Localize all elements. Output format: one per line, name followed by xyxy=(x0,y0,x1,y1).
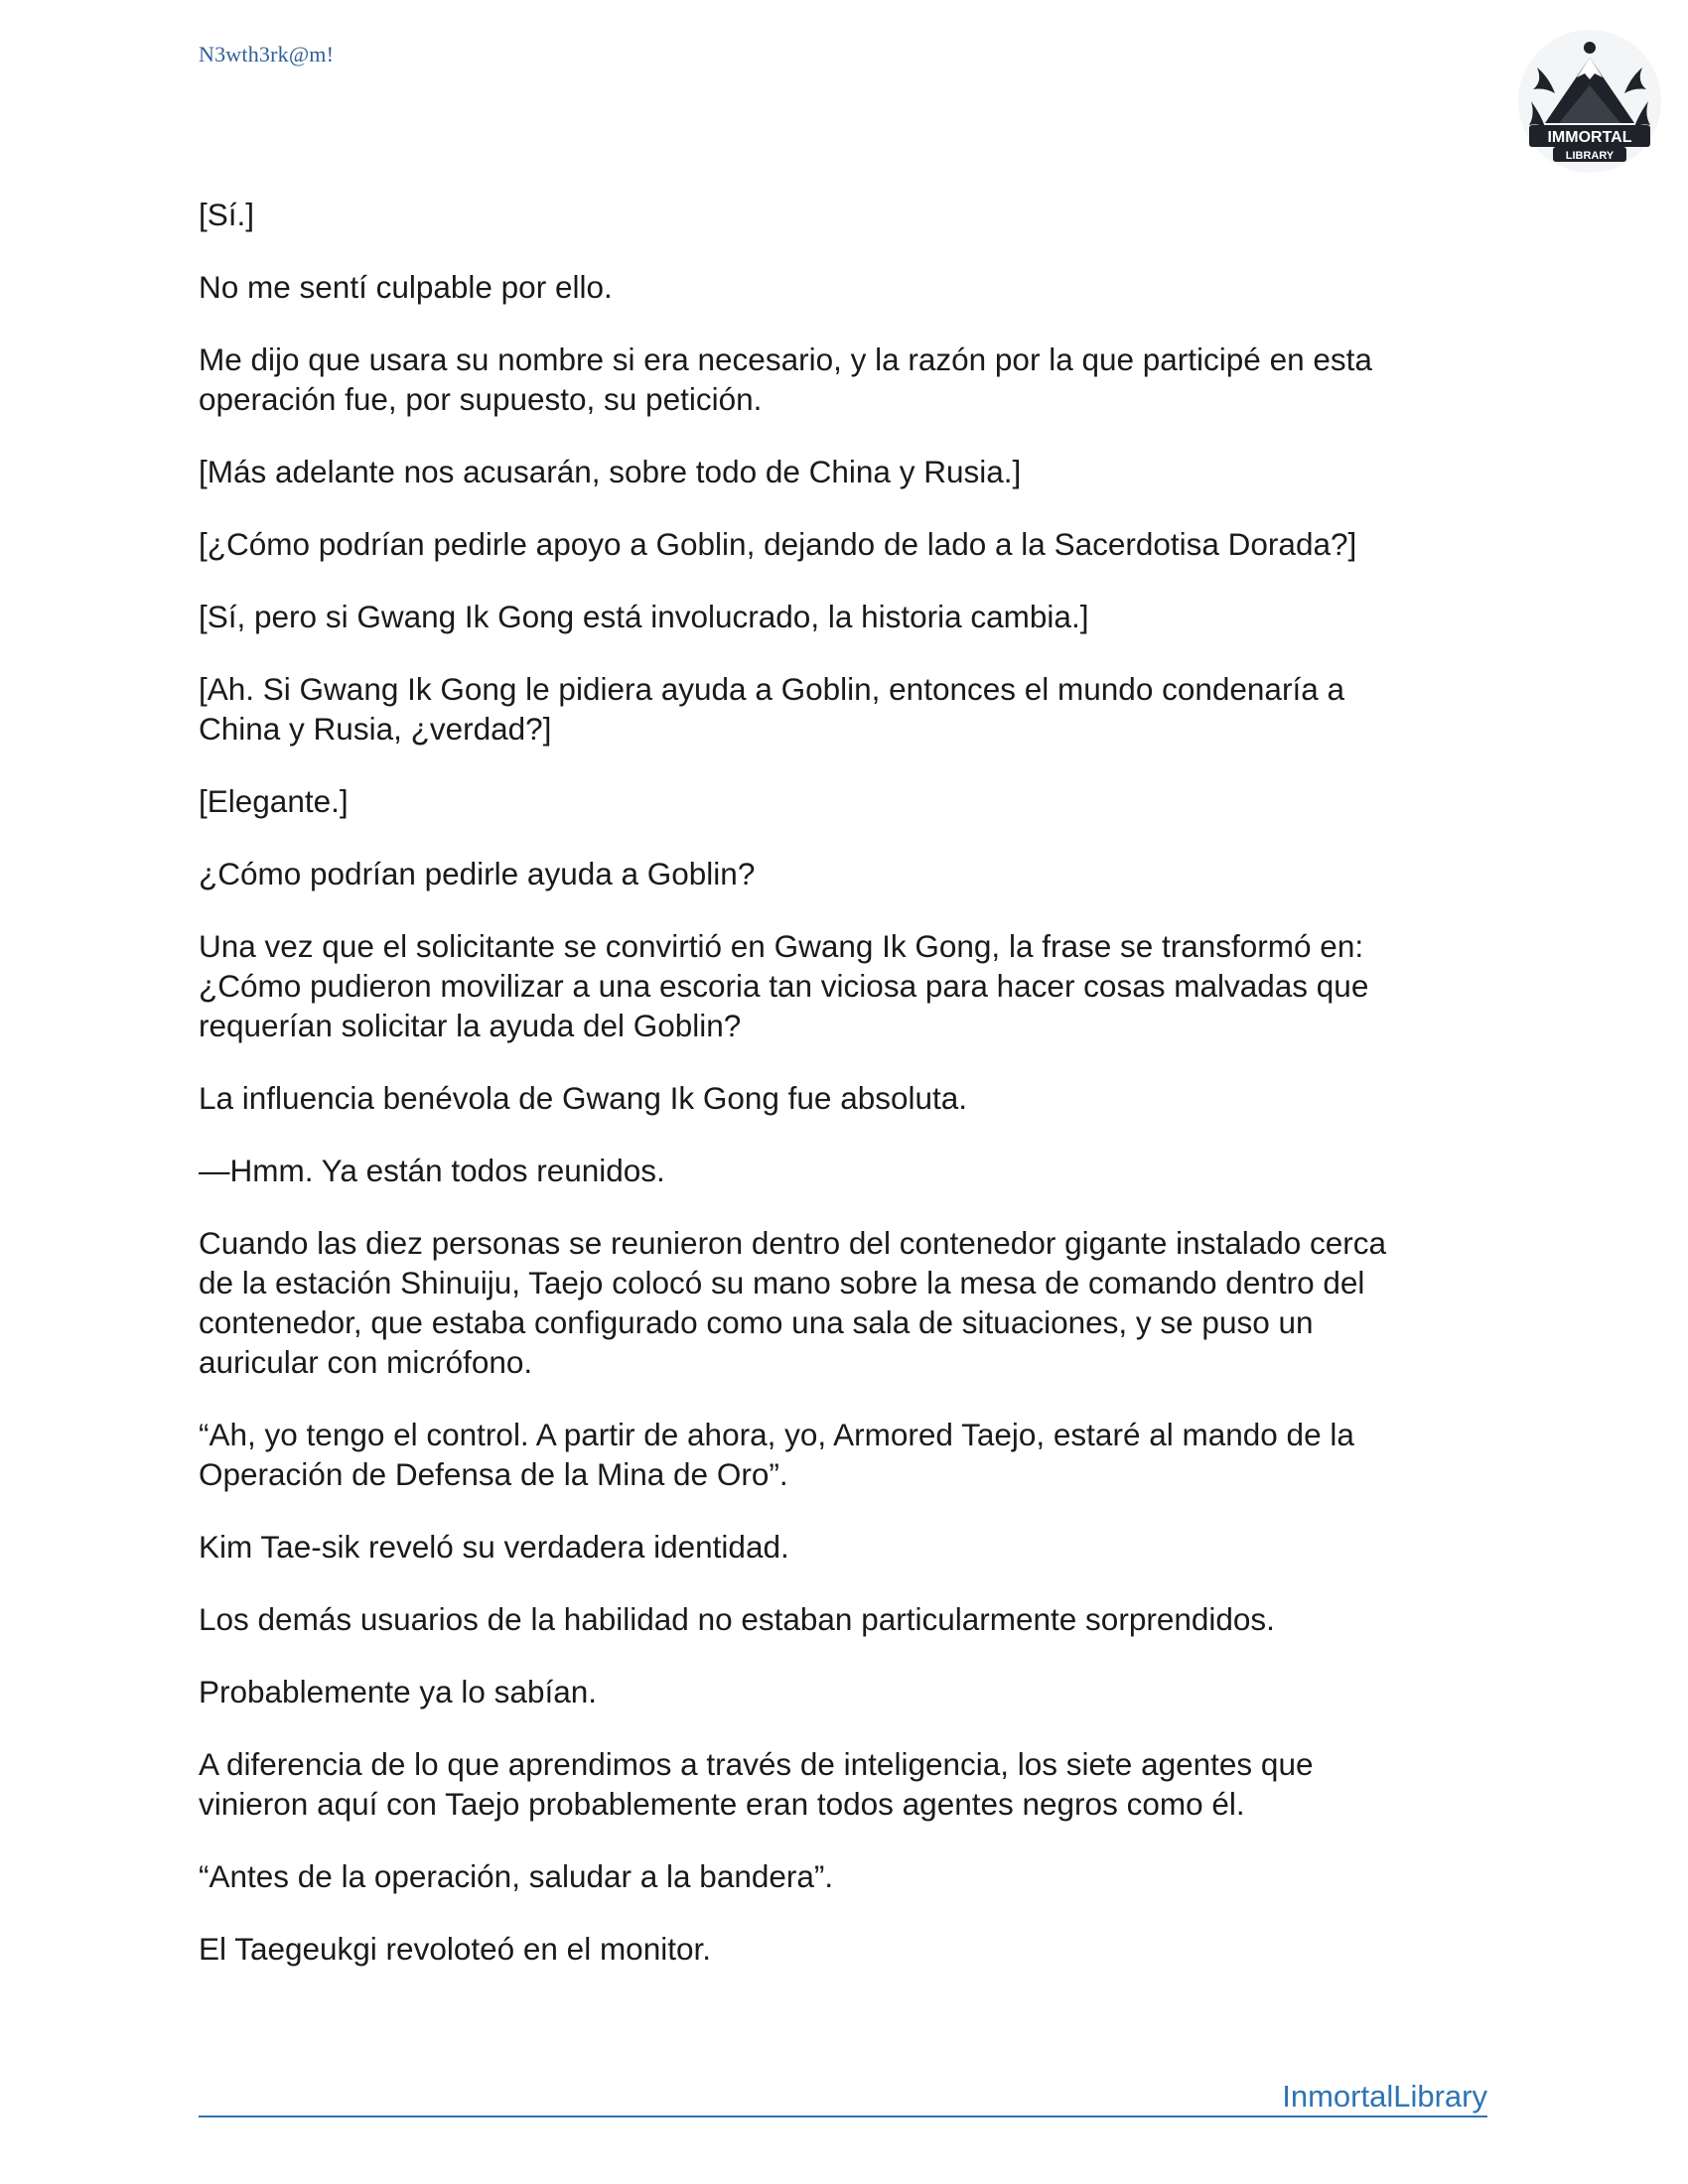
footer-rule xyxy=(199,2116,1487,2117)
paragraph: El Taegeukgi revoloteó en el monitor. xyxy=(199,1931,711,1967)
paragraph: Kim Tae-sik reveló su verdadera identidad. xyxy=(199,1529,789,1565)
paragraph: Una vez que el solicitante se convirtió en Gwang Ik Gong, la frase se transformó en: ¿Cómo pudieron movilizar a una escoria tan viciosa para hacer cosas malvadas que requerían solicitar la ayuda del Goblin? xyxy=(199,928,1369,1043)
paragraph: —Hmm. Ya están todos reunidos. xyxy=(199,1153,665,1188)
paragraph: Cuando las diez personas se reunieron dentro del contenedor gigante instalado cerca de la estación Shinuiju, Taejo colocó su mano sobre la mesa de comando dentro del contenedor, que estaba configurado como una sala de situaciones, y se puso un auricular con micrófono. xyxy=(199,1225,1387,1380)
paragraph: A diferencia de lo que aprendimos a través de inteligencia, los siete agentes que vinieron aquí con Taejo probablemente eran todos agentes negros como él. xyxy=(199,1746,1314,1822)
paragraph: ¿Cómo podrían pedirle ayuda a Goblin? xyxy=(199,856,756,891)
paragraph: Me dijo que usara su nombre si era necesario, y la razón por la que participé en esta operación fue, por supuesto, su petición. xyxy=(199,341,1372,417)
paragraph: [Sí, pero si Gwang Ik Gong está involucrado, la historia cambia.] xyxy=(199,599,1089,634)
footer-library-link[interactable]: InmortalLibrary xyxy=(1282,2079,1487,2114)
paragraph: “Antes de la operación, saludar a la bandera”. xyxy=(199,1858,834,1894)
paragraph: [Más adelante nos acusarán, sobre todo de China y Rusia.] xyxy=(199,454,1022,489)
immortal-library-logo xyxy=(1515,28,1664,175)
paragraph: [¿Cómo podrían pedirle apoyo a Goblin, dejando de lado a la Sacerdotisa Dorada?] xyxy=(199,526,1357,562)
header-watermark-text: N3wth3rk@m! xyxy=(199,42,335,67)
paragraph: Los demás usuarios de la habilidad no estaban particularmente sorprendidos. xyxy=(199,1601,1275,1637)
paragraph: “Ah, yo tengo el control. A partir de ahora, yo, Armored Taejo, estaré al mando de la Operación de Defensa de la Mina de Oro”. xyxy=(199,1417,1354,1492)
logo-text-bottom: LIBRARY xyxy=(1565,150,1615,162)
logo-text-top: IMMORTAL xyxy=(1547,129,1632,146)
paragraph: [Sí.] xyxy=(199,197,255,232)
paragraph: No me sentí culpable por ello. xyxy=(199,269,613,305)
paragraph: [Ah. Si Gwang Ik Gong le pidiera ayuda a Goblin, entonces el mundo condenaría a China y Rusia, ¿verdad?] xyxy=(199,671,1344,747)
document-body xyxy=(199,195,1489,2001)
paragraph: Probablemente ya lo sabían. xyxy=(199,1674,598,1709)
paragraph: [Elegante.] xyxy=(199,783,349,819)
paragraph: La influencia benévola de Gwang Ik Gong fue absoluta. xyxy=(199,1080,968,1116)
